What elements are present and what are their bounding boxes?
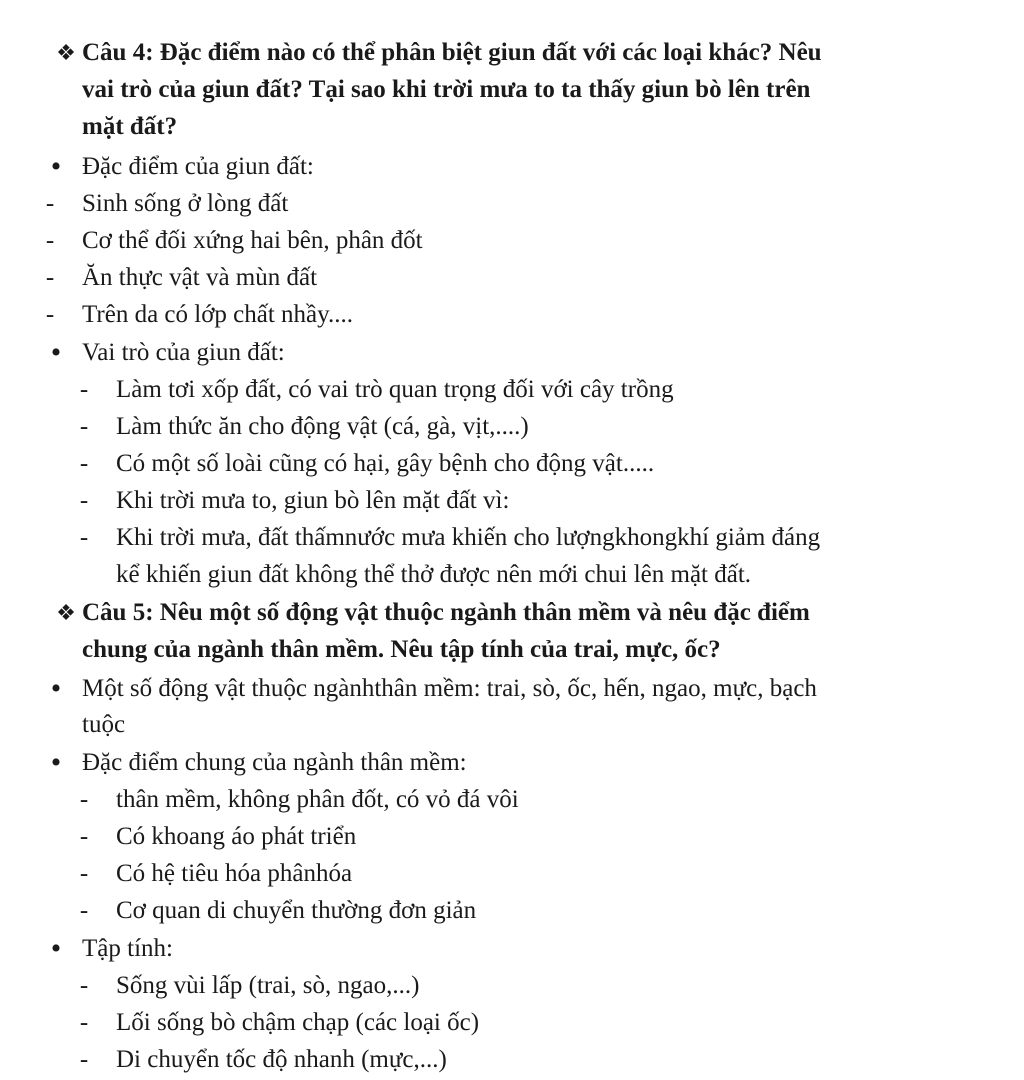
question-5-text: Câu 5: Nêu một số động vật thuộc ngành thân mềm và nêu đặc điểm (82, 599, 810, 626)
bullet-icon: • (50, 150, 62, 183)
bullet-icon: • (50, 932, 62, 965)
question-4-text: mặt đất? (82, 113, 178, 140)
dash-bullet-icon: - (45, 190, 55, 217)
diamond-bullet-icon: ❖ (56, 600, 76, 625)
dash-bullet-icon: - (79, 1046, 89, 1073)
diamond-bullet-icon: ❖ (56, 40, 76, 65)
dash-bullet-icon: - (79, 897, 89, 924)
question-5-text: chung của ngành thân mềm. Nêu tập tính của trai, mực, ốc? (82, 636, 721, 663)
dash-bullet-icon: - (79, 450, 89, 477)
dash-bullet-icon: - (79, 487, 89, 514)
dash-bullet-icon: - (45, 264, 55, 291)
document-page: ❖ Câu 4: Đặc điểm nào có thể phân biệt giun đất với các loại khác? Nêu vai trò của giun đất? Tại sao khi trời mưa to ta thấy giun bò lên trên mặt đất? • Đặc điểm của giun đất: - Sinh sống ở lòng đất - Cơ thể đối xứng hai bên, phân đốt - Ăn thực vật và mùn đất - Trên da có lớp chất nhầy.... • Vai trò của giun đất: - Làm tơi xốp đất, có vai trò quan trọng đối với cây trồng - Làm thức ăn cho động vật (cá, gà, vịt,....) - Có một số loài cũng có hại, gây bệnh cho động vật..... - Khi trời mưa to, giun bò lên mặt đất vì: - Khi trời mưa, đất thấmnước mưa khiến cho lượngkhongkhí giảm đáng kể khiến giun đất không thể thở được nên mới chui lên mặt đất. ❖ Câu 5: Nêu một số động vật thuộc ngành thân mềm và nêu đặc điểm chung của ngành thân mềm. Nêu tập tính của trai, mực, ốc? • Một số động vật thuộc ngànhthân mềm: trai, sò, ốc, hến, ngao, mực, bạch tuộc • Đặc điểm chung của ngành thân mềm: - thân mềm, không phân đốt, có vỏ đá vôi - Có khoang áo phát triển - Có hệ tiêu hóa phânhóa - Cơ quan di chuyển thường đơn giản • Tập tính: - Sống vùi lấp (trai, sò, ngao,...) - Lối sống bò chậm chạp (các loại ốc) - Di chuyển tốc độ nhanh (mực,...) (0, 0, 1024, 1080)
question-4-text: vai trò của giun đất? Tại sao khi trời mưa to ta thấy giun bò lên trên (82, 76, 811, 103)
dash-bullet-icon: - (79, 376, 89, 403)
dash-bullet-icon: - (79, 524, 89, 551)
dash-bullet-icon: - (79, 786, 89, 813)
bullet-icon: • (50, 672, 62, 705)
dash-bullet-icon: - (45, 301, 55, 328)
dash-bullet-icon: - (79, 1009, 89, 1036)
dash-bullet-icon: - (45, 227, 55, 254)
bullet-icon: • (50, 746, 62, 779)
dash-bullet-icon: - (79, 823, 89, 850)
bullet-icon: • (50, 336, 62, 369)
dash-bullet-icon: - (79, 972, 89, 999)
question-4-text: Câu 4: Đặc điểm nào có thể phân biệt giun đất với các loại khác? Nêu (82, 39, 822, 66)
dash-bullet-icon: - (79, 413, 89, 440)
dash-bullet-icon: - (79, 860, 89, 887)
